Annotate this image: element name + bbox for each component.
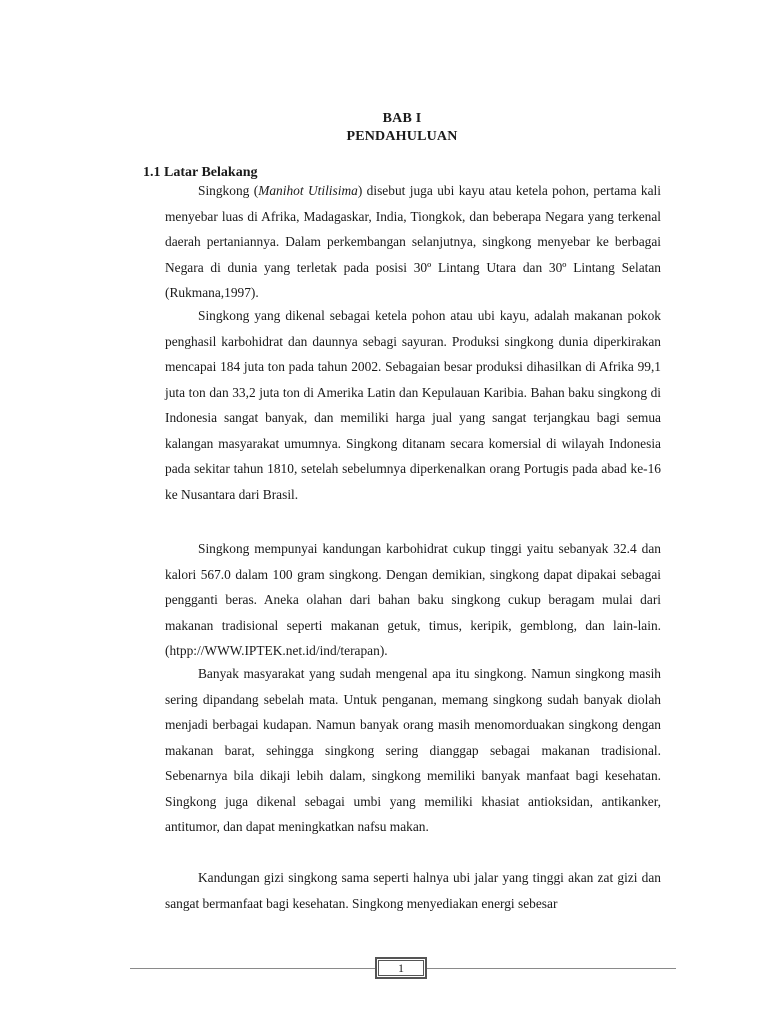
page-number: 1 <box>378 960 424 976</box>
paragraph-1 <box>165 178 661 306</box>
paragraph-4-text: Banyak masyarakat yang sudah mengenal apa itu singkong. Namun singkong masih sering dipandang sebelah mata. Untuk penganan, memang singkong sudah banyak diolah menjadi berbagai kudapan. Namun banyak orang masih menomorduakan singkong dengan makanan barat, sehingga singkong sering dianggap sebagai makanan tradisional. Sebenarnya bila dikaji lebih dalam, singkong memiliki banyak manfaat bagi kesehatan. Singkong juga dikenal sebagai umbi yang memiliki khasiat antioksidan, antikanker, antitumor, dan dapat meningkatkan nafsu makan. <box>165 666 661 834</box>
paragraph-5-text: Kandungan gizi singkong sama seperti halnya ubi jalar yang tinggi akan zat gizi dan sangat bermanfaat bagi kesehatan. Singkong menyediakan energi sebesar <box>165 870 661 911</box>
paragraph-3-text: Singkong mempunyai kandungan karbohidrat cukup tinggi yaitu sebanyak 32.4 dan kalori 567.0 dalam 100 gram singkong. Dengan demikian, singkong dapat dipakai sebagai pengganti beras. Aneka olahan dari bahan baku singkong cukup beragam mulai dari makanan tradisional seperti makanan getuk, timus, keripik, gemblong, dan lain-lain. (htpp://WWW.IPTEK.net.id/ind/terapan). <box>165 541 661 658</box>
chapter-number: BAB I <box>382 111 422 126</box>
page-number-box <box>375 957 427 979</box>
paragraph-2-text: Singkong yang dikenal sebagai ketela pohon atau ubi kayu, adalah makanan pokok penghasil karbohidrat dan daunnya sebagi sayuran. Produksi singkong dunia diperkirakan mencapai 184 juta ton pada tahun 2002. Sebagaian besar produksi dihasilkan di Afrika 99,1 juta ton dan 33,2 juta ton di Amerika Latin dan Kepulauan Karibia. Bahan baku singkong di Indonesia sangat banyak, dan memiliki harga jual yang sangat terjangkau bagi semua kalangan masyarakat umumnya. Singkong ditanam secara komersial di wilayah Indonesia pada sekitar tahun 1810, setelah sebelumnya diperkenalkan orang Portugis pada abad ke-16 ke Nusantara dari Brasil. <box>165 308 661 502</box>
section-title: 1.1 Latar Belakang <box>143 165 258 180</box>
paragraph-1-scientific-name: Manihot Utilisima <box>258 183 358 198</box>
paragraph-4 <box>165 661 661 840</box>
paragraph-2 <box>165 303 661 507</box>
paragraph-5 <box>165 865 661 916</box>
chapter-title: PENDAHULUAN <box>346 129 458 144</box>
paragraph-1-pre: Singkong ( <box>198 183 259 198</box>
paragraph-3 <box>165 536 661 664</box>
paragraph-1-post: ) disebut juga ubi kayu atau ketela pohon, pertama kali menyebar luas di Afrika, Madagaskar, India, Tiongkok, dan beberapa Negara yang terkenal daerah pertaniannya. Dalam perkembangan selanjutnya, singkong menyebar ke berbagai Negara di dunia yang terletak pada posisi 30º Lintang Utara dan 30º Lintang Selatan (Rukmana,1997). <box>165 183 661 300</box>
